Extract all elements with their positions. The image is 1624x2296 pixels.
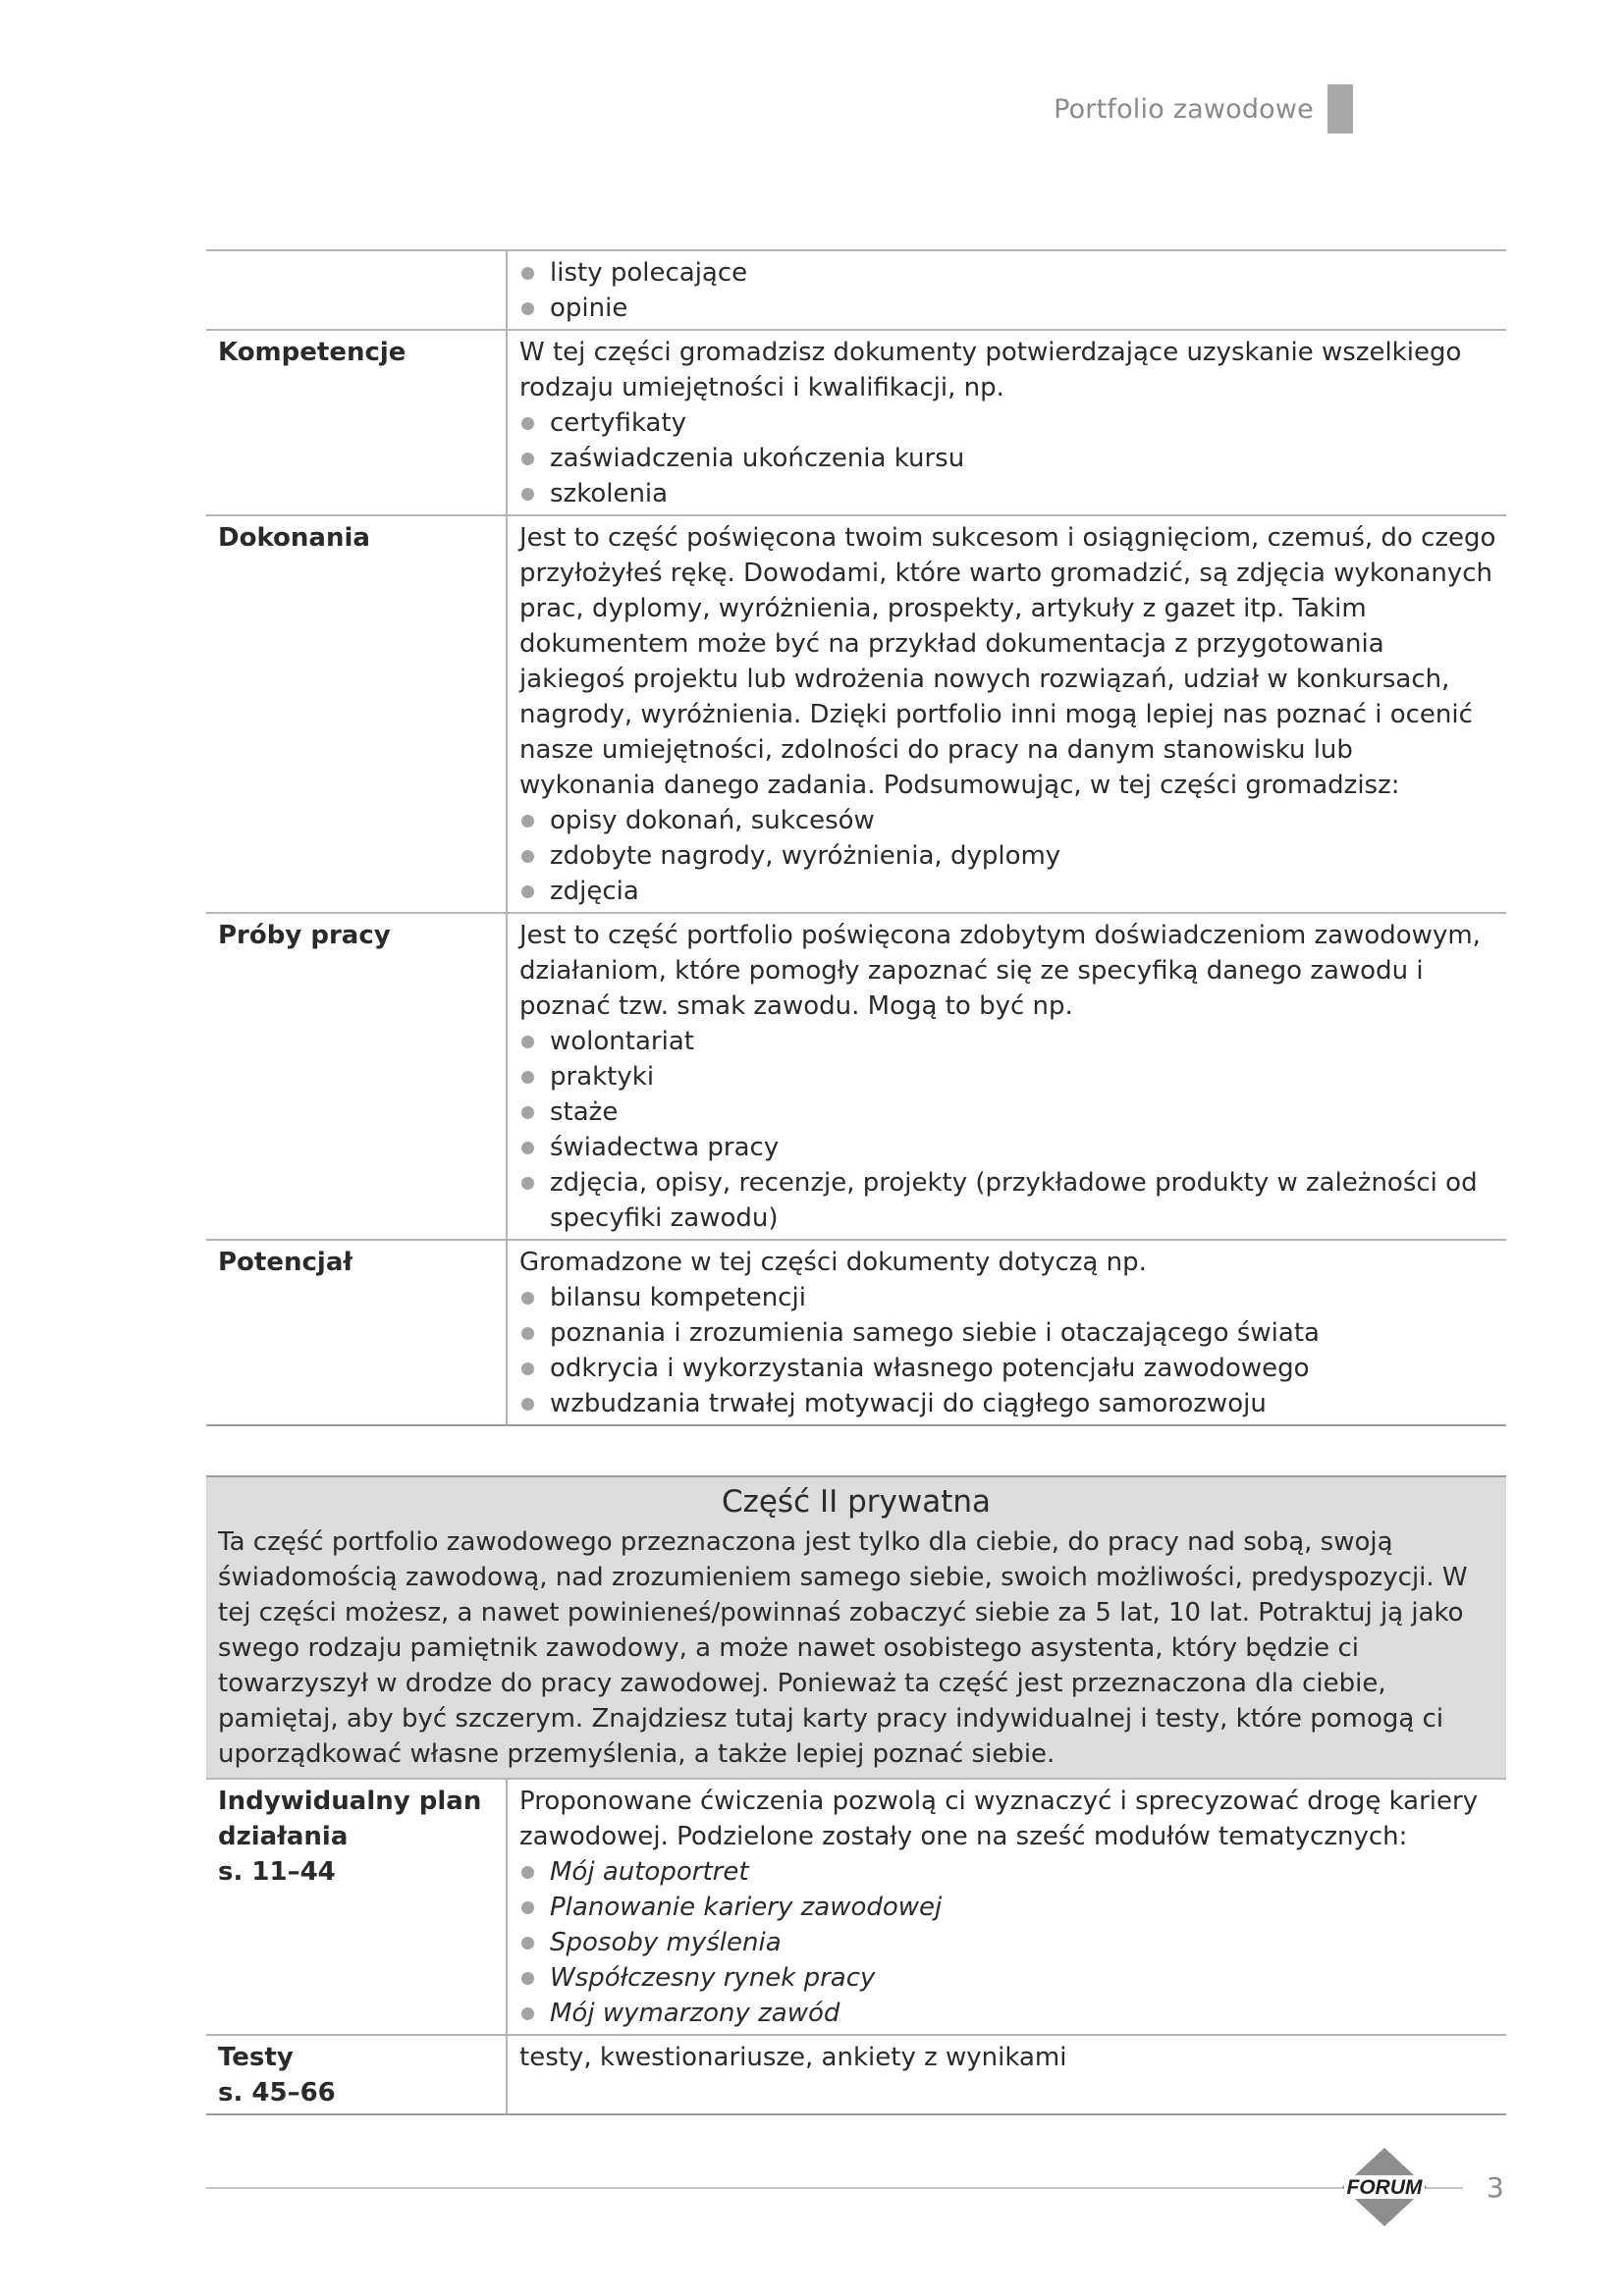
list-item: zdobyte nagrody, wyróżnienia, dyplomy — [519, 838, 1496, 874]
part2-section — [206, 1475, 1506, 2115]
row-label-line: działania — [218, 1822, 349, 1851]
row-label: Dokonania — [206, 515, 507, 913]
bullet-list — [519, 405, 1496, 511]
table-row — [206, 2035, 1506, 2114]
part2-header — [206, 1475, 1506, 1778]
list-item: staże — [519, 1095, 1496, 1130]
row-intro-text: Gromadzone w tej części dokumenty dotyczą np. — [519, 1248, 1147, 1277]
row-description — [507, 2035, 1506, 2114]
list-item: Planowanie kariery zawodowej — [519, 1890, 1496, 1925]
list-item: opinie — [519, 291, 1496, 326]
row-label-line: Indywidualny plan — [218, 1787, 482, 1816]
list-item: certyfikaty — [519, 405, 1496, 441]
row-label — [206, 2035, 507, 2114]
part2-table — [206, 1778, 1506, 2115]
bullet-list — [519, 255, 1496, 326]
row-label — [206, 250, 507, 330]
list-item: listy polecające — [519, 255, 1496, 291]
row-label: Próby pracy — [206, 913, 507, 1240]
page-content — [206, 249, 1506, 2115]
list-item: zdjęcia, opisy, recenzje, projekty (przykładowe produkty w zależności od specyfiki zawodu) — [519, 1165, 1496, 1236]
bullet-list — [519, 1024, 1496, 1236]
list-item: odkrycia i wykorzystania własnego potencjału zawodowego — [519, 1351, 1496, 1386]
row-description — [507, 1779, 1506, 2035]
row-description — [507, 1240, 1506, 1425]
row-intro-text: Proponowane ćwiczenia pozwolą ci wyznaczyć i sprecyzować drogę kariery zawodowej. Podzielone zostały one na sześć modułów tematycznych: — [519, 1787, 1479, 1851]
row-label: Potencjał — [206, 1240, 507, 1425]
list-item: poznania i zrozumienia samego siebie i otaczającego świata — [519, 1315, 1496, 1351]
row-intro-text: testy, kwestionariusze, ankiety z wynikami — [519, 2043, 1067, 2072]
table-row — [206, 1779, 1506, 2035]
table-row — [206, 913, 1506, 1240]
list-item: praktyki — [519, 1059, 1496, 1095]
row-description — [507, 250, 1506, 330]
row-description — [507, 515, 1506, 913]
list-item: opisy dokonań, sukcesów — [519, 803, 1496, 838]
row-label-pages: s. 11–44 — [218, 1857, 336, 1887]
row-label: Kompetencje — [206, 330, 507, 515]
list-item: Współczesny rynek pracy — [519, 1960, 1496, 1996]
row-intro-text: Jest to część poświęcona twoim sukcesom i osiągnięciom, czemuś, do czego przyłożyłeś rękę. Dowodami, które warto gromadzić, są zdjęcia wykonanych prac, dyplomy, wyróżnienia, prospekty, artykuły z gazet itp. Takim dokumentem może być na przykład dokumentacja z przygotowania jakiegoś projektu lub wdrożenia nowych rozwiązań, udział w konkursach, nagrody, wyróżnienia. Dzięki portfolio inni mogą lepiej nas poznać i ocenić nasze umiejętności, zdolności do pracy na danym stanowisku lub wykonania danego zadania. Podsumowując, w tej części gromadzisz: — [519, 523, 1496, 800]
bullet-list — [519, 803, 1496, 909]
header-marker-block — [1327, 84, 1353, 133]
forum-logo — [1340, 2146, 1429, 2228]
bullet-list — [519, 1280, 1496, 1421]
running-header-title: Portfolio zawodowe — [1054, 94, 1314, 125]
table-row — [206, 515, 1506, 913]
forum-logo-text: FORUM — [1346, 2176, 1423, 2199]
bullet-list — [519, 1854, 1496, 2031]
table-row — [206, 250, 1506, 330]
portfolio-parts-table — [206, 249, 1506, 1426]
list-item: szkolenia — [519, 476, 1496, 511]
table-row — [206, 330, 1506, 515]
list-item: Mój wymarzony zawód — [519, 1996, 1496, 2031]
row-description — [507, 913, 1506, 1240]
row-label-pages: s. 45–66 — [218, 2078, 336, 2108]
list-item: Mój autoportret — [519, 1854, 1496, 1890]
row-intro-text: W tej części gromadzisz dokumenty potwierdzające uzyskanie wszelkiego rodzaju umiejętności i kwalifikacji, np. — [519, 338, 1462, 402]
part2-intro-text: Ta część portfolio zawodowego przeznaczona jest tylko dla ciebie, do pracy nad sobą, swoją świadomością zawodową, nad zrozumieniem samego siebie, swoich możliwości, predyspozycji. W tej części możesz, a nawet powinieneś/powinnaś zobaczyć siebie za 5 lat, 10 lat. Potraktuj ją jako swego rodzaju pamiętnik zawodowy, a może nawet osobistego asystenta, który będzie ci towarzyszył w drodze do pracy zawodowej. Ponieważ ta część jest przeznaczona dla ciebie, pamiętaj, aby być szczerym. Znajdziesz tutaj karty pracy indywidualnej i testy, które pomogą ci uporządkować własne przemyślenia, a także lepiej poznać siebie. — [218, 1527, 1468, 1769]
page-number: 3 — [1487, 2171, 1504, 2204]
row-intro-text: Jest to część portfolio poświęcona zdobytym doświadczeniom zawodowym, działaniom, które pomogły zapoznać się ze specyfiką danego zawodu i poznać tzw. smak zawodu. Mogą to być np. — [519, 921, 1481, 1021]
list-item: zaświadczenia ukończenia kursu — [519, 441, 1496, 476]
row-description — [507, 330, 1506, 515]
list-item: świadectwa pracy — [519, 1130, 1496, 1165]
list-item: bilansu kompetencji — [519, 1280, 1496, 1315]
list-item: Sposoby myślenia — [519, 1925, 1496, 1960]
table-row — [206, 1240, 1506, 1425]
row-label-line: Testy — [218, 2043, 294, 2072]
list-item: wolontariat — [519, 1024, 1496, 1059]
part2-title: Część II prywatna — [721, 1484, 992, 1520]
row-label — [206, 1779, 507, 2035]
footer-rule — [206, 2187, 1463, 2189]
list-item: zdjęcia — [519, 874, 1496, 909]
list-item: wzbudzania trwałej motywacji do ciągłego samorozwoju — [519, 1386, 1496, 1421]
